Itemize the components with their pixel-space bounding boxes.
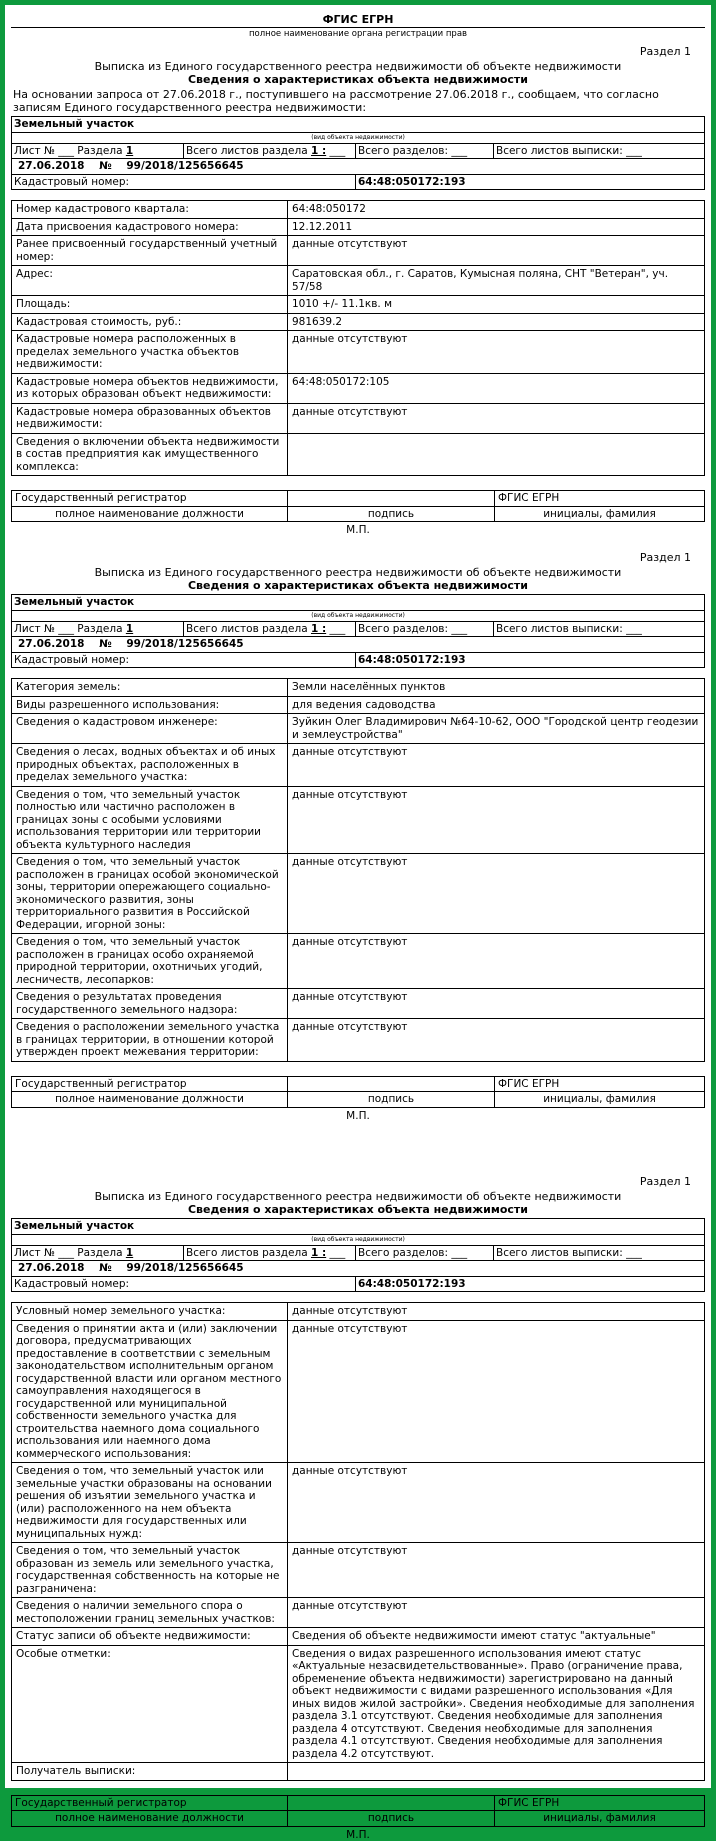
row-label: Сведения о расположении земельного участка в границах территории, в отношении которой утвержден проект межевания территории:	[12, 1019, 288, 1062]
page-1	[5, 5, 711, 536]
table-row	[12, 1320, 705, 1463]
object-type-caption: (вид объекта недвижимости)	[12, 610, 705, 621]
section-label: Раздел 1	[639, 1175, 691, 1188]
row-label: Статус записи об объекте недвижимости:	[12, 1628, 288, 1646]
signature-table	[11, 1795, 705, 1827]
object-type: Земельный участок	[12, 595, 705, 611]
registrar-label: Государственный регистратор	[12, 1076, 288, 1092]
table-row	[12, 1463, 705, 1543]
row-label: Сведения о том, что земельный участок образован из земель или земельного участка, государственная собственность на которые не разграничена:	[12, 1543, 288, 1598]
position-caption: полное наименование должности	[12, 1092, 288, 1108]
total-sections: Всего разделов: ___	[356, 1245, 494, 1261]
sheet-number-label: Лист № ___ Раздела	[14, 144, 123, 157]
row-label: Сведения о том, что земельный участок или земельные участки образованы на основании решения об изъятии земельного участка и (или) расположенного на нем объекта недвижимости для государственных или муниципальных нужд:	[12, 1463, 288, 1543]
signature-caption: подпись	[288, 506, 495, 522]
row-value: Саратовская обл., г. Саратов, Кумысная поляна, СНТ "Ветеран", уч. 57/58	[288, 266, 705, 296]
cadastral-number-value: 64:48:050172:193	[356, 174, 705, 190]
row-label: Сведения о лесах, водных объектах и об иных природных объектах, расположенных в пределах земельного участка:	[12, 744, 288, 787]
row-label: Номер кадастрового квартала:	[12, 201, 288, 219]
row-label: Дата присвоения кадастрового номера:	[12, 218, 288, 236]
row-label: Условный номер земельного участка:	[12, 1303, 288, 1321]
row-label: Сведения о принятии акта и (или) заключении договора, предусматривающих предоставление в соответствии с земельным законодательством исполнительным органом государственной власти или органом местного самоуправления находящегося в государственной или муниципальной собственности земельного участка для строительства наемного дома социального использования или наемного дома коммерческого использования:	[12, 1320, 288, 1463]
row-label: Сведения о кадастровом инженере:	[12, 714, 288, 744]
row-value: данные отсутствуют	[288, 331, 705, 374]
row-label: Сведения о результатах проведения государственного земельного надзора:	[12, 989, 288, 1019]
org-caption: полное наименование органа регистрации прав	[11, 27, 705, 39]
table-row	[12, 934, 705, 989]
row-value	[288, 1763, 705, 1781]
extract-number: 99/2018/125656645	[126, 638, 244, 650]
row-label: Адрес:	[12, 266, 288, 296]
row-value: Сведения о видах разрешенного использования имеют статус «Актуальные незасвидетельствованные». Право (ограничение права, обременение объекта недвижимости) зарегистрировано на данный объект недвижимости с видами разрешенного использования «Для иных видов жилой застройки». Сведения необходимые для заполнения раздела 3.1 отсутствуют. Сведения необходимые для заполнения раздела 4 отсутствуют. Сведения необходимые для заполнения раздела 4.1 отсутствуют. Сведения необходимые для заполнения раздела 4.2 отсутствуют.	[288, 1645, 705, 1763]
row-value: данные отсутствуют	[288, 934, 705, 989]
number-sign: №	[99, 1262, 112, 1274]
signature-field	[288, 1076, 495, 1092]
signature-caption: подпись	[288, 1811, 495, 1827]
extract-date: 27.06.2018	[18, 160, 85, 172]
row-label: Сведения о том, что земельный участок полностью или частично расположен в границах зоны с особыми условиями использования территории или территории объекта культурного наследия	[12, 786, 288, 854]
stamp-place: М.П.	[346, 1109, 370, 1122]
row-label: Ранее присвоенный государственный учетный номер:	[12, 236, 288, 266]
date-number-cell	[12, 1261, 705, 1277]
object-header-table	[11, 594, 705, 668]
row-value: данные отсутствуют	[288, 236, 705, 266]
extract-subtitle: Сведения о характеристиках объекта недвижимости	[187, 73, 529, 86]
characteristics-table	[11, 200, 705, 476]
table-row	[12, 218, 705, 236]
table-row	[12, 1543, 705, 1598]
page-2	[5, 545, 711, 1122]
table-row	[12, 236, 705, 266]
table-row	[12, 201, 705, 219]
row-label: Кадастровые номера объектов недвижимости, из которых образован объект недвижимости:	[12, 373, 288, 403]
object-header	[5, 1218, 711, 1292]
sheets-in-section-blank: ___	[329, 144, 346, 157]
table-row	[12, 786, 705, 854]
extract-title: Выписка из Единого государственного реестра недвижимости об объекте недвижимости	[94, 1190, 622, 1203]
table-row	[12, 1763, 705, 1781]
total-sheets: Всего листов выписки: ___	[494, 1245, 705, 1261]
table-row	[12, 696, 705, 714]
row-value: 64:48:050172:105	[288, 373, 705, 403]
table-row	[12, 1598, 705, 1628]
object-header-table	[11, 116, 705, 190]
signature-table	[11, 1076, 705, 1108]
cadastral-number-label: Кадастровый номер:	[12, 174, 356, 190]
table-row	[12, 403, 705, 433]
signature-field	[288, 491, 495, 507]
number-sign: №	[99, 160, 112, 172]
sheets-in-section-cell	[184, 143, 356, 159]
signature-field	[288, 1795, 495, 1811]
row-label: Кадастровые номера расположенных в пределах земельного участка объектов недвижимости:	[12, 331, 288, 374]
stamp-place: М.П.	[346, 1828, 370, 1841]
row-value	[288, 433, 705, 476]
total-sections: Всего разделов: ___	[356, 143, 494, 159]
sheets-in-section-value: 1 :	[310, 622, 327, 635]
table-row	[12, 1645, 705, 1763]
object-type: Земельный участок	[12, 1219, 705, 1235]
object-header	[5, 594, 711, 668]
characteristics-table	[11, 678, 705, 1062]
cadastral-number-value: 64:48:050172:193	[356, 652, 705, 668]
registrar-org: ФГИС ЕГРН	[495, 491, 705, 507]
extract-title: Выписка из Единого государственного реестра недвижимости об объекте недвижимости	[94, 566, 622, 579]
cadastral-number-value: 64:48:050172:193	[356, 1276, 705, 1292]
object-type-caption: (вид объекта недвижимости)	[12, 1234, 705, 1245]
registrar-org: ФГИС ЕГРН	[495, 1795, 705, 1811]
row-label: Сведения о наличии земельного спора о местоположении границ земельных участков:	[12, 1598, 288, 1628]
signature-table	[11, 490, 705, 522]
object-header-table	[11, 1218, 705, 1292]
row-value: данные отсутствуют	[288, 1463, 705, 1543]
total-sheets: Всего листов выписки: ___	[494, 621, 705, 637]
sheets-in-section-cell	[184, 1245, 356, 1261]
org-name: ФГИС ЕГРН	[322, 13, 394, 26]
sheets-in-section-value: 1 :	[310, 1246, 327, 1259]
signature-caption: подпись	[288, 1092, 495, 1108]
position-caption: полное наименование должности	[12, 506, 288, 522]
table-row	[12, 989, 705, 1019]
table-row	[12, 1303, 705, 1321]
extract-date: 27.06.2018	[18, 1262, 85, 1274]
initials-caption: инициалы, фамилия	[495, 1811, 705, 1827]
table-row	[12, 1628, 705, 1646]
row-value: данные отсутствуют	[288, 786, 705, 854]
row-label: Категория земель:	[12, 679, 288, 697]
intro-text: На основании запроса от 27.06.2018 г., поступившего на рассмотрение 27.06.2018 г., сообщаем, что согласно записям Единого государственного реестра недвижимости:	[13, 88, 659, 114]
table-row	[12, 433, 705, 476]
row-label: Кадастровые номера образованных объектов недвижимости:	[12, 403, 288, 433]
registrar-label: Государственный регистратор	[12, 1795, 288, 1811]
extract-title: Выписка из Единого государственного реестра недвижимости об объекте недвижимости	[94, 60, 622, 73]
object-header	[5, 116, 711, 190]
row-label: Особые отметки:	[12, 1645, 288, 1763]
row-value: 981639.2	[288, 313, 705, 331]
extract-number: 99/2018/125656645	[126, 160, 244, 172]
position-caption: полное наименование должности	[12, 1811, 288, 1827]
object-type-caption: (вид объекта недвижимости)	[12, 132, 705, 143]
characteristics-table	[11, 1302, 705, 1781]
table-row	[12, 373, 705, 403]
sheets-in-section-label: Всего листов раздела	[186, 144, 308, 157]
sheet-number-label: Лист № ___ Раздела	[14, 1246, 123, 1259]
signature-block	[5, 1076, 711, 1108]
sheet-number-cell	[12, 1245, 184, 1261]
row-label: Сведения о том, что земельный участок расположен в границах особой экономической зоны, территории опережающего социально-экономического развития, зоны территориального развития в Российской Федерации, игорной зоны:	[12, 854, 288, 934]
table-row	[12, 679, 705, 697]
row-label: Сведения о включении объекта недвижимости в состав предприятия как имущественного комплекса:	[12, 433, 288, 476]
table-row	[12, 331, 705, 374]
cadastral-number-label: Кадастровый номер:	[12, 652, 356, 668]
date-number-cell	[12, 159, 705, 175]
row-value: для ведения садоводства	[288, 696, 705, 714]
sheets-in-section-label: Всего листов раздела	[186, 1246, 308, 1259]
row-value: данные отсутствуют	[288, 744, 705, 787]
stamp-place: М.П.	[346, 524, 370, 536]
row-value: 1010 +/- 11.1кв. м	[288, 296, 705, 314]
cadastral-number-label: Кадастровый номер:	[12, 1276, 356, 1292]
extract-subtitle: Сведения о характеристиках объекта недвижимости	[187, 1203, 529, 1216]
date-number-cell	[12, 637, 705, 653]
table-row	[12, 296, 705, 314]
sheets-in-section-label: Всего листов раздела	[186, 622, 308, 635]
table-row	[12, 266, 705, 296]
total-sections: Всего разделов: ___	[356, 621, 494, 637]
section-number: 1	[125, 622, 134, 635]
total-sheets: Всего листов выписки: ___	[494, 143, 705, 159]
row-value: 64:48:050172	[288, 201, 705, 219]
table-row	[12, 1019, 705, 1062]
sheets-in-section-blank: ___	[329, 622, 346, 635]
table-row	[12, 854, 705, 934]
row-value: данные отсутствуют	[288, 989, 705, 1019]
row-value: данные отсутствуют	[288, 1303, 705, 1321]
table-row	[12, 714, 705, 744]
sheet-number-cell	[12, 143, 184, 159]
row-value: Зуйкин Олег Владимирович №64-10-62, ООО "Городской центр геодезии и землеустройства"	[288, 714, 705, 744]
row-value: данные отсутствуют	[288, 1598, 705, 1628]
row-label: Сведения о том, что земельный участок расположен в границах особо охраняемой природной территории, охотничьих угодий, лесничеств, лесопарков:	[12, 934, 288, 989]
row-value: данные отсутствуют	[288, 1019, 705, 1062]
sheet-number-label: Лист № ___ Раздела	[14, 622, 123, 635]
number-sign: №	[99, 638, 112, 650]
initials-caption: инициалы, фамилия	[495, 506, 705, 522]
extract-subtitle: Сведения о характеристиках объекта недвижимости	[187, 579, 529, 592]
row-label: Площадь:	[12, 296, 288, 314]
initials-caption: инициалы, фамилия	[495, 1092, 705, 1108]
document-sheet	[5, 5, 711, 1841]
sheets-in-section-cell	[184, 621, 356, 637]
section-number: 1	[125, 144, 134, 157]
table-row	[12, 744, 705, 787]
row-value: Земли населённых пунктов	[288, 679, 705, 697]
page-3	[5, 1169, 711, 1841]
sheets-in-section-value: 1 :	[310, 144, 327, 157]
row-value: 12.12.2011	[288, 218, 705, 236]
row-value: Сведения об объекте недвижимости имеют статус "актуальные"	[288, 1628, 705, 1646]
registrar-label: Государственный регистратор	[12, 491, 288, 507]
signature-block	[5, 490, 711, 522]
row-value: данные отсутствуют	[288, 854, 705, 934]
section-label: Раздел 1	[639, 551, 691, 564]
extract-date: 27.06.2018	[18, 638, 85, 650]
row-label: Кадастровая стоимость, руб.:	[12, 313, 288, 331]
sheets-in-section-blank: ___	[329, 1246, 346, 1259]
section-number: 1	[125, 1246, 134, 1259]
signature-block	[5, 1795, 711, 1827]
extract-number: 99/2018/125656645	[126, 1262, 244, 1274]
sheet-number-cell	[12, 621, 184, 637]
object-type: Земельный участок	[12, 117, 705, 133]
row-label: Виды разрешенного использования:	[12, 696, 288, 714]
row-label: Получатель выписки:	[12, 1763, 288, 1781]
registrar-org: ФГИС ЕГРН	[495, 1076, 705, 1092]
row-value: данные отсутствуют	[288, 1320, 705, 1463]
section-label: Раздел 1	[639, 45, 691, 58]
row-value: данные отсутствуют	[288, 403, 705, 433]
row-value: данные отсутствуют	[288, 1543, 705, 1598]
table-row	[12, 313, 705, 331]
